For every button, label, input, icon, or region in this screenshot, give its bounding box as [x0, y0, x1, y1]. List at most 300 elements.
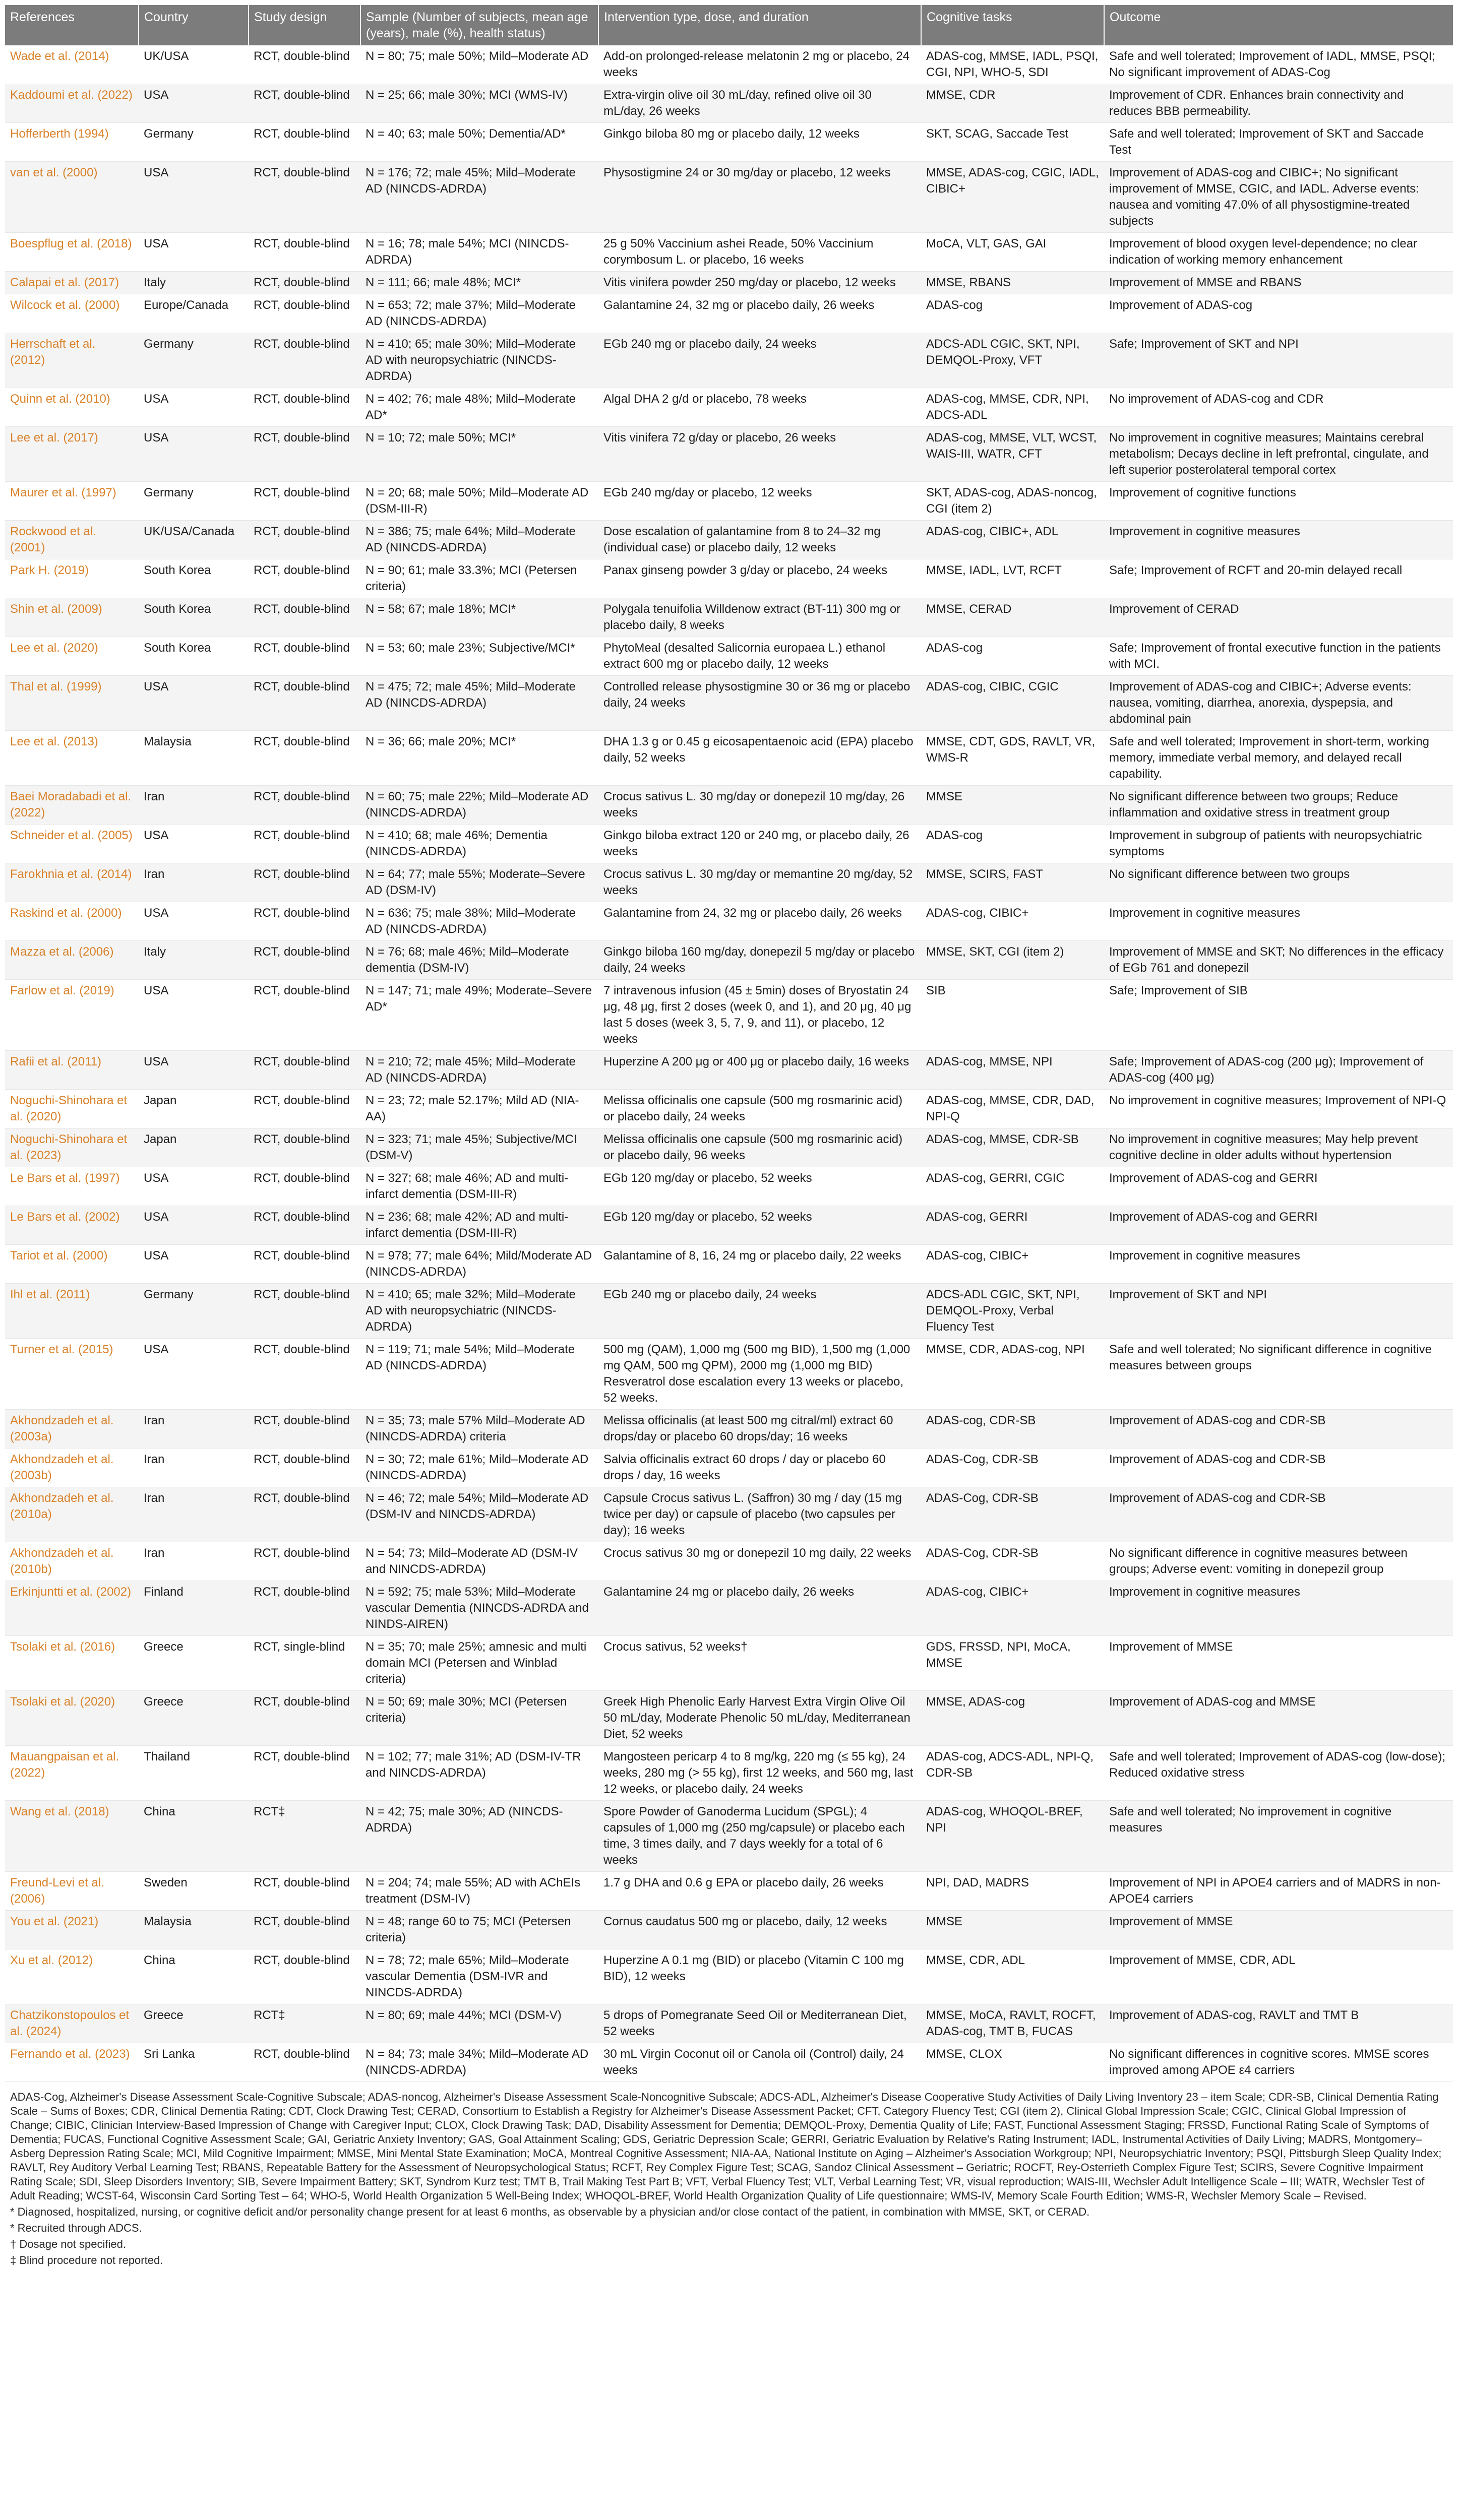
country-cell: Iran: [139, 1487, 249, 1542]
sample-cell: N = 35; 70; male 25%; amnesic and multi domain MCI (Petersen and Winblad criteria): [360, 1636, 598, 1691]
intervention-cell: Crocus sativus L. 30 mg/day or memantine 20 mg/day, 52 weeks: [598, 863, 921, 902]
reference-cell[interactable]: Raskind et al. (2000): [5, 902, 139, 941]
table-row: [5, 272, 1453, 294]
reference-cell[interactable]: Thal et al. (1999): [5, 676, 139, 731]
intervention-cell: Galantamine 24 mg or placebo daily, 26 weeks: [598, 1581, 921, 1636]
table-row: [5, 388, 1453, 427]
study-design-cell: RCT‡: [249, 2004, 360, 2043]
study-design-cell: RCT, double-blind: [249, 1581, 360, 1636]
outcome-cell: Improvement of ADAS-cog, RAVLT and TMT B: [1104, 2004, 1453, 2043]
cognitive-tasks-cell: ADAS-cog, GERRI: [921, 1206, 1104, 1245]
table-row: [5, 233, 1453, 272]
reference-cell[interactable]: Park H. (2019): [5, 559, 139, 598]
country-cell: Greece: [139, 2004, 249, 2043]
footnote-3: † Dosage not specified.: [10, 2238, 126, 2250]
outcome-cell: Improvement of ADAS-cog and MMSE: [1104, 1691, 1453, 1746]
study-design-cell: RCT, double-blind: [249, 1487, 360, 1542]
reference-cell[interactable]: Freund-Levi et al. (2006): [5, 1872, 139, 1911]
cognitive-tasks-cell: MMSE, CDR, ADAS-cog, NPI: [921, 1339, 1104, 1410]
country-cell: USA: [139, 902, 249, 941]
table-row: [5, 825, 1453, 863]
cognitive-tasks-cell: NPI, DAD, MADRS: [921, 1872, 1104, 1911]
outcome-cell: Improvement of ADAS-cog and CDR-SB: [1104, 1487, 1453, 1542]
study-design-cell: RCT, double-blind: [249, 2043, 360, 2082]
study-design-cell: RCT, double-blind: [249, 1872, 360, 1911]
sample-cell: N = 16; 78; male 54%; MCI (NINCDS-ADRDA): [360, 233, 598, 272]
study-design-cell: RCT, double-blind: [249, 1448, 360, 1487]
sample-cell: N = 410; 65; male 32%; Mild–Moderate AD with neuropsychiatric (NINCDS-ADRDA): [360, 1284, 598, 1339]
country-cell: Malaysia: [139, 731, 249, 786]
reference-cell[interactable]: Hofferberth (1994): [5, 123, 139, 162]
cognitive-tasks-cell: ADAS-cog: [921, 294, 1104, 333]
cognitive-tasks-cell: SKT, ADAS-cog, ADAS-noncog, CGI (item 2): [921, 482, 1104, 521]
outcome-cell: Safe; Improvement of frontal executive function in the patients with MCI.: [1104, 637, 1453, 676]
reference-cell[interactable]: Mazza et al. (2006): [5, 941, 139, 980]
sample-cell: N = 40; 63; male 50%; Dementia/AD*: [360, 123, 598, 162]
reference-cell[interactable]: Noguchi-Shinohara et al. (2020): [5, 1090, 139, 1128]
table-row: [5, 1167, 1453, 1206]
study-design-cell: RCT, double-blind: [249, 637, 360, 676]
country-cell: Sri Lanka: [139, 2043, 249, 2082]
intervention-cell: Galantamine 24, 32 mg or placebo daily, 26 weeks: [598, 294, 921, 333]
outcome-cell: Safe; Improvement of SIB: [1104, 980, 1453, 1051]
outcome-cell: Improvement of NPI in APOE4 carriers and of MADRS in non-APOE4 carriers: [1104, 1872, 1453, 1911]
sample-cell: N = 592; 75; male 53%; Mild–Moderate vascular Dementia (NINCDS-ADRDA and NINDS-AIREN): [360, 1581, 598, 1636]
header-sample: Sample (Number of subjects, mean age (years), male (%), health status): [360, 5, 598, 45]
intervention-cell: Ginkgo biloba 160 mg/day, donepezil 5 mg/day or placebo daily, 24 weeks: [598, 941, 921, 980]
reference-cell[interactable]: Tariot et al. (2000): [5, 1245, 139, 1284]
sample-cell: N = 30; 72; male 61%; Mild–Moderate AD (NINCDS-ADRDA): [360, 1448, 598, 1487]
study-design-cell: RCT, double-blind: [249, 427, 360, 482]
reference-cell[interactable]: Rockwood et al. (2001): [5, 521, 139, 559]
sample-cell: N = 327; 68; male 46%; AD and multi-infarct dementia (DSM-III-R): [360, 1167, 598, 1206]
study-design-cell: RCT, double-blind: [249, 162, 360, 233]
sample-cell: N = 176; 72; male 45%; Mild–Moderate AD (NINCDS-ADRDA): [360, 162, 598, 233]
study-design-cell: RCT‡: [249, 1801, 360, 1872]
cognitive-tasks-cell: ADAS-cog, CIBIC+: [921, 1245, 1104, 1284]
country-cell: USA: [139, 1245, 249, 1284]
study-design-cell: RCT, double-blind: [249, 559, 360, 598]
table-row: [5, 482, 1453, 521]
intervention-cell: Salvia officinalis extract 60 drops / day or placebo 60 drops / day, 16 weeks: [598, 1448, 921, 1487]
reference-cell[interactable]: Kaddoumi et al. (2022): [5, 84, 139, 123]
reference-cell[interactable]: Akhondzadeh et al. (2003b): [5, 1448, 139, 1487]
country-cell: USA: [139, 676, 249, 731]
table-row: [5, 45, 1453, 84]
country-cell: Japan: [139, 1090, 249, 1128]
reference-cell[interactable]: Turner et al. (2015): [5, 1339, 139, 1410]
footnote-2: * Recruited through ADCS.: [10, 2222, 142, 2234]
reference-cell[interactable]: Farlow et al. (2019): [5, 980, 139, 1051]
study-design-cell: RCT, double-blind: [249, 731, 360, 786]
reference-cell[interactable]: You et al. (2021): [5, 1911, 139, 1949]
sample-cell: N = 386; 75; male 64%; Mild–Moderate AD (NINCDS-ADRDA): [360, 521, 598, 559]
intervention-cell: PhytoMeal (desalted Salicornia europaea L.) ethanol extract 600 mg or placebo daily, 12 weeks: [598, 637, 921, 676]
cognitive-tasks-cell: MMSE, ADAS-cog: [921, 1691, 1104, 1746]
cognitive-tasks-cell: ADAS-cog, MMSE, VLT, WCST, WAIS-III, WATR, CFT: [921, 427, 1104, 482]
outcome-cell: Improvement of ADAS-cog and CIBIC+; No significant improvement of MMSE, CGIC, and IADL. Adverse events: nausea and vomiting 47.0% of all physostigmine-treated subjects: [1104, 162, 1453, 233]
sample-cell: N = 978; 77; male 64%; Mild/Moderate AD (NINCDS-ADRDA): [360, 1245, 598, 1284]
sample-cell: N = 102; 77; male 31%; AD (DSM-IV-TR and NINCDS-ADRDA): [360, 1746, 598, 1801]
country-cell: USA: [139, 427, 249, 482]
country-cell: USA: [139, 1206, 249, 1245]
study-design-cell: RCT, double-blind: [249, 1691, 360, 1746]
cognitive-tasks-cell: ADAS-cog, MMSE, NPI: [921, 1051, 1104, 1090]
cognitive-tasks-cell: ADAS-cog, GERRI, CGIC: [921, 1167, 1104, 1206]
table-row: [5, 1636, 1453, 1691]
table-row: [5, 123, 1453, 162]
intervention-cell: Galantamine from 24, 32 mg or placebo daily, 26 weeks: [598, 902, 921, 941]
intervention-cell: Vitis vinifera powder 250 mg/day or placebo, 12 weeks: [598, 272, 921, 294]
reference-cell[interactable]: Schneider et al. (2005): [5, 825, 139, 863]
reference-cell[interactable]: Lee et al. (2013): [5, 731, 139, 786]
country-cell: Iran: [139, 786, 249, 825]
country-cell: UK/USA: [139, 45, 249, 84]
table-row: [5, 521, 1453, 559]
outcome-cell: Improvement of ADAS-cog: [1104, 294, 1453, 333]
intervention-cell: EGb 120 mg/day or placebo, 52 weeks: [598, 1167, 921, 1206]
country-cell: Germany: [139, 333, 249, 388]
sample-cell: N = 23; 72; male 52.17%; Mild AD (NIA-AA): [360, 1090, 598, 1128]
study-design-cell: RCT, double-blind: [249, 1051, 360, 1090]
intervention-cell: EGb 240 mg or placebo daily, 24 weeks: [598, 1284, 921, 1339]
outcome-cell: Improvement in subgroup of patients with neuropsychiatric symptoms: [1104, 825, 1453, 863]
reference-cell[interactable]: Mauangpaisan et al. (2022): [5, 1746, 139, 1801]
reference-cell[interactable]: Akhondzadeh et al. (2010b): [5, 1542, 139, 1581]
country-cell: USA: [139, 1339, 249, 1410]
study-design-cell: RCT, double-blind: [249, 902, 360, 941]
reference-cell[interactable]: Ihl et al. (2011): [5, 1284, 139, 1339]
table-footnotes: [5, 2082, 1453, 2267]
study-design-cell: RCT, double-blind: [249, 1746, 360, 1801]
reference-cell[interactable]: Chatzikonstopoulos et al. (2024): [5, 2004, 139, 2043]
intervention-cell: DHA 1.3 g or 0.45 g eicosapentaenoic acid (EPA) placebo daily, 52 weeks: [598, 731, 921, 786]
intervention-cell: Algal DHA 2 g/d or placebo, 78 weeks: [598, 388, 921, 427]
country-cell: Iran: [139, 1448, 249, 1487]
sample-cell: N = 58; 67; male 18%; MCI*: [360, 598, 598, 637]
outcome-cell: Improvement of CDR. Enhances brain connectivity and reduces BBB permeability.: [1104, 84, 1453, 123]
study-design-cell: RCT, double-blind: [249, 388, 360, 427]
intervention-cell: Panax ginseng powder 3 g/day or placebo, 24 weeks: [598, 559, 921, 598]
study-design-cell: RCT, double-blind: [249, 1339, 360, 1410]
country-cell: Greece: [139, 1636, 249, 1691]
reference-cell[interactable]: Wilcock et al. (2000): [5, 294, 139, 333]
country-cell: Greece: [139, 1691, 249, 1746]
table-row: [5, 786, 1453, 825]
cognitive-tasks-cell: MMSE, RBANS: [921, 272, 1104, 294]
sample-cell: N = 111; 66; male 48%; MCI*: [360, 272, 598, 294]
outcome-cell: Improvement of MMSE: [1104, 1911, 1453, 1949]
country-cell: USA: [139, 233, 249, 272]
cognitive-tasks-cell: ADAS-Cog, CDR-SB: [921, 1487, 1104, 1542]
reference-cell[interactable]: Le Bars et al. (1997): [5, 1167, 139, 1206]
reference-cell[interactable]: Rafii et al. (2011): [5, 1051, 139, 1090]
reference-cell[interactable]: Fernando et al. (2023): [5, 2043, 139, 2082]
intervention-cell: Greek High Phenolic Early Harvest Extra Virgin Olive Oil 50 mL/day, Moderate Phenolic 50 mL/day, Mediterranean Diet, 52 weeks: [598, 1691, 921, 1746]
table-row: [5, 2004, 1453, 2043]
reference-cell[interactable]: Maurer et al. (1997): [5, 482, 139, 521]
intervention-cell: 1.7 g DHA and 0.6 g EPA or placebo daily, 26 weeks: [598, 1872, 921, 1911]
sample-cell: N = 410; 68; male 46%; Dementia (NINCDS-ADRDA): [360, 825, 598, 863]
table-row: [5, 1410, 1453, 1448]
outcome-cell: Safe; Improvement of RCFT and 20-min delayed recall: [1104, 559, 1453, 598]
study-design-cell: RCT, double-blind: [249, 84, 360, 123]
cognitive-tasks-cell: MMSE, ADAS-cog, CGIC, IADL, CIBIC+: [921, 162, 1104, 233]
outcome-cell: Safe and well tolerated; Improvement of IADL, MMSE, PSQI; No significant improvement of ADAS-Cog: [1104, 45, 1453, 84]
country-cell: UK/USA/Canada: [139, 521, 249, 559]
sample-cell: N = 54; 73; Mild–Moderate AD (DSM-IV and NINCDS-ADRDA): [360, 1542, 598, 1581]
sample-cell: N = 60; 75; male 22%; Mild–Moderate AD (NINCDS-ADRDA): [360, 786, 598, 825]
sample-cell: N = 80; 69; male 44%; MCI (DSM-V): [360, 2004, 598, 2043]
study-design-cell: RCT, double-blind: [249, 676, 360, 731]
country-cell: South Korea: [139, 637, 249, 676]
outcome-cell: No significant difference in cognitive measures between groups; Adverse event: vomiting in donepezil group: [1104, 1542, 1453, 1581]
country-cell: Iran: [139, 1410, 249, 1448]
outcome-cell: Improvement of MMSE and SKT; No differences in the efficacy of EGb 761 and donepezil: [1104, 941, 1453, 980]
study-design-cell: RCT, double-blind: [249, 482, 360, 521]
outcome-cell: Safe and well tolerated; Improvement of ADAS-cog (low-dose); Reduced oxidative stress: [1104, 1746, 1453, 1801]
intervention-cell: EGb 240 mg/day or placebo, 12 weeks: [598, 482, 921, 521]
country-cell: Europe/Canada: [139, 294, 249, 333]
intervention-cell: Capsule Crocus sativus L. (Saffron) 30 mg / day (15 mg twice per day) or capsule of placebo (two capsules per day); 16 weeks: [598, 1487, 921, 1542]
sample-cell: N = 42; 75; male 30%; AD (NINCDS-ADRDA): [360, 1801, 598, 1872]
table-row: [5, 1581, 1453, 1636]
intervention-cell: Melissa officinalis (at least 500 mg citral/ml) extract 60 drops/day or placebo 60 drops/day; 16 weeks: [598, 1410, 921, 1448]
country-cell: Thailand: [139, 1746, 249, 1801]
study-design-cell: RCT, single-blind: [249, 1636, 360, 1691]
table-row: [5, 84, 1453, 123]
intervention-cell: Cornus caudatus 500 mg or placebo, daily, 12 weeks: [598, 1911, 921, 1949]
intervention-cell: Extra-virgin olive oil 30 mL/day, refined olive oil 30 mL/day, 26 weeks: [598, 84, 921, 123]
sample-cell: N = 636; 75; male 38%; Mild–Moderate AD (NINCDS-ADRDA): [360, 902, 598, 941]
reference-cell[interactable]: Akhondzadeh et al. (2003a): [5, 1410, 139, 1448]
sample-cell: N = 323; 71; male 45%; Subjective/MCI (DSM-V): [360, 1128, 598, 1167]
cognitive-tasks-cell: MMSE, SKT, CGI (item 2): [921, 941, 1104, 980]
header-outcome: Outcome: [1104, 5, 1453, 45]
outcome-cell: Improvement of MMSE, CDR, ADL: [1104, 1949, 1453, 2004]
sample-cell: N = 20; 68; male 50%; Mild–Moderate AD (DSM-III-R): [360, 482, 598, 521]
table-row: [5, 1911, 1453, 1949]
table-row: [5, 731, 1453, 786]
reference-cell[interactable]: Noguchi-Shinohara et al. (2023): [5, 1128, 139, 1167]
table-row: [5, 1746, 1453, 1801]
sample-cell: N = 84; 73; male 34%; Mild–Moderate AD (NINCDS-ADRDA): [360, 2043, 598, 2082]
table-row: [5, 1090, 1453, 1128]
intervention-cell: Crocus sativus 30 mg or donepezil 10 mg daily, 22 weeks: [598, 1542, 921, 1581]
reference-cell[interactable]: Lee et al. (2020): [5, 637, 139, 676]
outcome-cell: Improvement of SKT and NPI: [1104, 1284, 1453, 1339]
outcome-cell: Improvement of ADAS-cog and CIBIC+; Adverse events: nausea, vomiting, diarrhea, anorexia, dyspepsia, and abdominal pain: [1104, 676, 1453, 731]
cognitive-tasks-cell: MoCA, VLT, GAS, GAI: [921, 233, 1104, 272]
intervention-cell: EGb 120 mg/day or placebo, 52 weeks: [598, 1206, 921, 1245]
cognitive-tasks-cell: ADAS-cog, CDR-SB: [921, 1410, 1104, 1448]
reference-cell[interactable]: Herrschaft et al. (2012): [5, 333, 139, 388]
table-row: [5, 1339, 1453, 1410]
sample-cell: N = 90; 61; male 33.3%; MCI (Petersen criteria): [360, 559, 598, 598]
country-cell: Sweden: [139, 1872, 249, 1911]
intervention-cell: Ginkgo biloba extract 120 or 240 mg, or placebo daily, 26 weeks: [598, 825, 921, 863]
cognitive-tasks-cell: ADAS-cog, MMSE, IADL, PSQI, CGI, NPI, WHO-5, SDI: [921, 45, 1104, 84]
table-row: [5, 1542, 1453, 1581]
cognitive-tasks-cell: ADCS-ADL CGIC, SKT, NPI, DEMQOL-Proxy, Verbal Fluency Test: [921, 1284, 1104, 1339]
sample-cell: N = 25; 66; male 30%; MCI (WMS-IV): [360, 84, 598, 123]
country-cell: China: [139, 1949, 249, 2004]
sample-cell: N = 50; 69; male 30%; MCI (Petersen criteria): [360, 1691, 598, 1746]
intervention-cell: Ginkgo biloba 80 mg or placebo daily, 12 weeks: [598, 123, 921, 162]
outcome-cell: No improvement in cognitive measures; May help prevent cognitive decline in older adults without hypertension: [1104, 1128, 1453, 1167]
sample-cell: N = 475; 72; male 45%; Mild–Moderate AD (NINCDS-ADRDA): [360, 676, 598, 731]
country-cell: USA: [139, 825, 249, 863]
intervention-cell: 25 g 50% Vaccinium ashei Reade, 50% Vaccinium corymbosum L. or placebo, 16 weeks: [598, 233, 921, 272]
cognitive-tasks-cell: ADAS-cog, CIBIC+, ADL: [921, 521, 1104, 559]
country-cell: USA: [139, 1051, 249, 1090]
reference-cell[interactable]: Akhondzadeh et al. (2010a): [5, 1487, 139, 1542]
cognitive-tasks-cell: MMSE, SCIRS, FAST: [921, 863, 1104, 902]
intervention-cell: 500 mg (QAM), 1,000 mg (500 mg BID), 1,500 mg (1,000 mg QAM, 500 mg QPM), 2000 mg (1,000 mg BID) Resveratrol dose escalation every 13 weeks or placebo, 52 weeks.: [598, 1339, 921, 1410]
sample-cell: N = 210; 72; male 45%; Mild–Moderate AD (NINCDS-ADRDA): [360, 1051, 598, 1090]
cognitive-tasks-cell: MMSE: [921, 786, 1104, 825]
reference-cell[interactable]: Calapai et al. (2017): [5, 272, 139, 294]
reference-cell[interactable]: Wang et al. (2018): [5, 1801, 139, 1872]
sample-cell: N = 64; 77; male 55%; Moderate–Severe AD (DSM-IV): [360, 863, 598, 902]
table-row: [5, 1245, 1453, 1284]
outcome-cell: Improvement of ADAS-cog and GERRI: [1104, 1167, 1453, 1206]
table-row: [5, 980, 1453, 1051]
country-cell: Italy: [139, 941, 249, 980]
table-row: [5, 1051, 1453, 1090]
country-cell: Iran: [139, 1542, 249, 1581]
intervention-cell: Crocus sativus, 52 weeks†: [598, 1636, 921, 1691]
outcome-cell: Improvement of cognitive functions: [1104, 482, 1453, 521]
header-country: Country: [139, 5, 249, 45]
table-row: [5, 1487, 1453, 1542]
table-row: [5, 902, 1453, 941]
intervention-cell: Polygala tenuifolia Willdenow extract (BT-11) 300 mg or placebo daily, 8 weeks: [598, 598, 921, 637]
sample-cell: N = 204; 74; male 55%; AD with AChEIs treatment (DSM-IV): [360, 1872, 598, 1911]
intervention-cell: Controlled release physostigmine 30 or 36 mg or placebo daily, 24 weeks: [598, 676, 921, 731]
study-design-cell: RCT, double-blind: [249, 1911, 360, 1949]
study-design-cell: RCT, double-blind: [249, 294, 360, 333]
intervention-cell: Spore Powder of Ganoderma Lucidum (SPGL); 4 capsules of 1,000 mg (250 mg/capsule) or placebo each time, 3 times daily, and 7 days weekly for a total of 6 weeks: [598, 1801, 921, 1872]
reference-cell[interactable]: Le Bars et al. (2002): [5, 1206, 139, 1245]
table-row: [5, 559, 1453, 598]
outcome-cell: No significant difference between two groups; Reduce inflammation and oxidative stress in treatment group: [1104, 786, 1453, 825]
table-row: [5, 1128, 1453, 1167]
header-references: References: [5, 5, 139, 45]
cognitive-tasks-cell: ADAS-cog, CIBIC, CGIC: [921, 676, 1104, 731]
outcome-cell: Improvement of ADAS-cog and CDR-SB: [1104, 1448, 1453, 1487]
reference-cell[interactable]: Farokhnia et al. (2014): [5, 863, 139, 902]
cognitive-tasks-cell: ADAS-cog: [921, 637, 1104, 676]
country-cell: China: [139, 1801, 249, 1872]
table-row: [5, 1206, 1453, 1245]
table-row: [5, 1801, 1453, 1872]
country-cell: Germany: [139, 482, 249, 521]
table-row: [5, 676, 1453, 731]
outcome-cell: Improvement of CERAD: [1104, 598, 1453, 637]
reference-cell[interactable]: Xu et al. (2012): [5, 1949, 139, 2004]
footnote-1: * Diagnosed, hospitalized, nursing, or cognitive deficit and/or personality change present for at least 6 months, as observable by a physician and/or close contact of the patient, in combination with MMSE, SKT, or CERAD.: [10, 2206, 1090, 2218]
reference-cell[interactable]: Erkinjuntti et al. (2002): [5, 1581, 139, 1636]
country-cell: USA: [139, 388, 249, 427]
country-cell: Japan: [139, 1128, 249, 1167]
intervention-cell: Mangosteen pericarp 4 to 8 mg/kg, 220 mg (≤ 55 kg), 24 weeks, 280 mg (> 55 kg), first 12 weeks, and 560 mg, last 12 weeks, or placebo daily, 24 weeks: [598, 1746, 921, 1801]
cognitive-tasks-cell: ADAS-cog, CIBIC+: [921, 902, 1104, 941]
outcome-cell: Safe and well tolerated; Improvement in short-term, working memory, immediate verbal memory, and delayed recall capability.: [1104, 731, 1453, 786]
study-design-cell: RCT, double-blind: [249, 333, 360, 388]
intervention-cell: 5 drops of Pomegranate Seed Oil or Mediterranean Diet, 52 weeks: [598, 2004, 921, 2043]
outcome-cell: Improvement of MMSE and RBANS: [1104, 272, 1453, 294]
table-row: [5, 1872, 1453, 1911]
outcome-cell: No improvement of ADAS-cog and CDR: [1104, 388, 1453, 427]
study-design-cell: RCT, double-blind: [249, 1090, 360, 1128]
table-row: [5, 863, 1453, 902]
intervention-cell: 30 mL Virgin Coconut oil or Canola oil (Control) daily, 24 weeks: [598, 2043, 921, 2082]
outcome-cell: Improvement in cognitive measures: [1104, 1581, 1453, 1636]
intervention-cell: Add-on prolonged-release melatonin 2 mg or placebo, 24 weeks: [598, 45, 921, 84]
study-design-cell: RCT, double-blind: [249, 1206, 360, 1245]
cognitive-tasks-cell: MMSE, CLOX: [921, 2043, 1104, 2082]
reference-cell[interactable]: Shin et al. (2009): [5, 598, 139, 637]
studies-table: [5, 5, 1453, 2082]
table-row: [5, 1949, 1453, 2004]
intervention-cell: Huperzine A 0.1 mg (BID) or placebo (Vitamin C 100 mg BID), 12 weeks: [598, 1949, 921, 2004]
study-design-cell: RCT, double-blind: [249, 825, 360, 863]
table-header: [5, 5, 1453, 45]
reference-cell[interactable]: Boespflug et al. (2018): [5, 233, 139, 272]
cognitive-tasks-cell: ADCS-ADL CGIC, SKT, NPI, DEMQOL-Proxy, VFT: [921, 333, 1104, 388]
table-row: [5, 333, 1453, 388]
study-design-cell: RCT, double-blind: [249, 1410, 360, 1448]
study-design-cell: RCT, double-blind: [249, 1245, 360, 1284]
intervention-cell: Dose escalation of galantamine from 8 to 24–32 mg (individual case) or placebo daily, 12 weeks: [598, 521, 921, 559]
sample-cell: N = 76; 68; male 46%; Mild–Moderate dementia (DSM-IV): [360, 941, 598, 980]
reference-cell[interactable]: Lee et al. (2017): [5, 427, 139, 482]
cognitive-tasks-cell: MMSE, CDR: [921, 84, 1104, 123]
reference-cell[interactable]: Quinn et al. (2010): [5, 388, 139, 427]
intervention-cell: Galantamine of 8, 16, 24 mg or placebo daily, 22 weeks: [598, 1245, 921, 1284]
reference-cell[interactable]: Baei Moradabadi et al. (2022): [5, 786, 139, 825]
outcome-cell: No improvement in cognitive measures; Maintains cerebral metabolism; Decays decline in left prefrontal, cingulate, and left superior posterolateral temporal cortex: [1104, 427, 1453, 482]
sample-cell: N = 402; 76; male 48%; Mild–Moderate AD*: [360, 388, 598, 427]
outcome-cell: Safe; Improvement of SKT and NPI: [1104, 333, 1453, 388]
outcome-cell: No significant difference between two groups: [1104, 863, 1453, 902]
sample-cell: N = 10; 72; male 50%; MCI*: [360, 427, 598, 482]
sample-cell: N = 653; 72; male 37%; Mild–Moderate AD (NINCDS-ADRDA): [360, 294, 598, 333]
sample-cell: N = 236; 68; male 42%; AD and multi-infarct dementia (DSM-III-R): [360, 1206, 598, 1245]
country-cell: South Korea: [139, 598, 249, 637]
cognitive-tasks-cell: ADAS-Cog, CDR-SB: [921, 1448, 1104, 1487]
reference-cell[interactable]: Tsolaki et al. (2020): [5, 1691, 139, 1746]
country-cell: Iran: [139, 863, 249, 902]
cognitive-tasks-cell: ADAS-cog, MMSE, CDR, DAD, NPI-Q: [921, 1090, 1104, 1128]
table-row: [5, 294, 1453, 333]
sample-cell: N = 36; 66; male 20%; MCI*: [360, 731, 598, 786]
reference-cell[interactable]: van et al. (2000): [5, 162, 139, 233]
cognitive-tasks-cell: ADAS-cog, MMSE, CDR-SB: [921, 1128, 1104, 1167]
cognitive-tasks-cell: MMSE, CDR, ADL: [921, 1949, 1104, 2004]
study-design-cell: RCT, double-blind: [249, 1542, 360, 1581]
outcome-cell: Safe and well tolerated; No significant difference in cognitive measures between groups: [1104, 1339, 1453, 1410]
cognitive-tasks-cell: MMSE: [921, 1911, 1104, 1949]
sample-cell: N = 48; range 60 to 75; MCI (Petersen criteria): [360, 1911, 598, 1949]
study-design-cell: RCT, double-blind: [249, 1128, 360, 1167]
footnote-abbreviations: ADAS-Cog, Alzheimer's Disease Assessment Scale-Cognitive Subscale; ADAS-noncog, Alzheimer's Disease Assessment Scale-Noncognitive Subscale; ADCS-ADL, Alzheimer's Disease Cooperative Study Activities of Daily Living Inventory 23 – item Scale; CDR-SB, Clinical Dementia Rating Scale – Sums of Boxes; CDR, Clinical Dementia Rating; CDT, Clock Drawing Test; CERAD, Consortium to Establish a Registry for Alzheimer's Disease Assessment Packet; CFT, Category Fluency Test; CGI (item 2), Clinical Global Impression Scale; CGIC, Clinical Global Impression of Change; CIBIC, Clinician Interview-Based Impression of Change with Caregiver Input; CLOX, Clock Drawing Task; DAD, Disability Assessment for Dementia; DEMQOL-Proxy, Dementia Quality of Life; FAST, Functional Assessment Staging; FRSSD, Functional Rating Scale of Symptoms of Dementia; FUCAS, Functional Cognitive Assessment Scale; GAI, Geriatric Anxiety Inventory; GAS, Goal Attainment Scaling; GDS, Geriatric Depression Scale; GERRI, Geriatric Evaluation by Relative's Rating Instrument; IADL, Instrumental Activities of Daily Living; MADRS, Montgomery–Asberg Depression Rating Scale; MCI, Mild Cognitive Impairment; MMSE, Mini Mental State Examination; MoCA, Montreal Cognitive Assessment; NIA-AA, National Institute on Aging – Alzheimer's Association Workgroup; NPI, Neuropsychiatric Inventory; PSQI, Pittsburgh Sleep Quality Index; RAVLT, Rey Auditory Verbal Learning Test; RBANS, Repeatable Battery for the Assessment of Neuropsychological Status; RCFT, Rey Complex Figure Test; SCAG, Sandoz Clinical Assessment – Geriatric; ROCFT, Rey-Osterrieth Complex Figure Test; SCIRS, Severe Cognitive Impairment Rating Scale; SDI, Sleep Disorders Inventory; SIB, Severe Impairment Battery; SKT, Syndrom Kurz test; TMT B, Trail Making Test Part B; VFT, Verbal Fluency Test; VLT, Verbal Learning Test; VR, visual reproduction; WAIS-III, Wechsler Adult Intelligence Scale – III; WATR, Wechsler Test of Adult Reading; WCST-64, Wisconsin Card Sorting Test – 64; WHO-5, World Health Organization 5 Well-Being Index; WHOQOL-BREF, World Health Organization Quality of Life questionnaire; WMS-IV, Memory Scale Fourth Edition; WMS-R, Wechsler Memory Scale – Revised.: [10, 2091, 1442, 2202]
reference-cell[interactable]: Wade et al. (2014): [5, 45, 139, 84]
reference-cell[interactable]: Tsolaki et al. (2016): [5, 1636, 139, 1691]
cognitive-tasks-cell: SKT, SCAG, Saccade Test: [921, 123, 1104, 162]
outcome-cell: Improvement of ADAS-cog and GERRI: [1104, 1206, 1453, 1245]
